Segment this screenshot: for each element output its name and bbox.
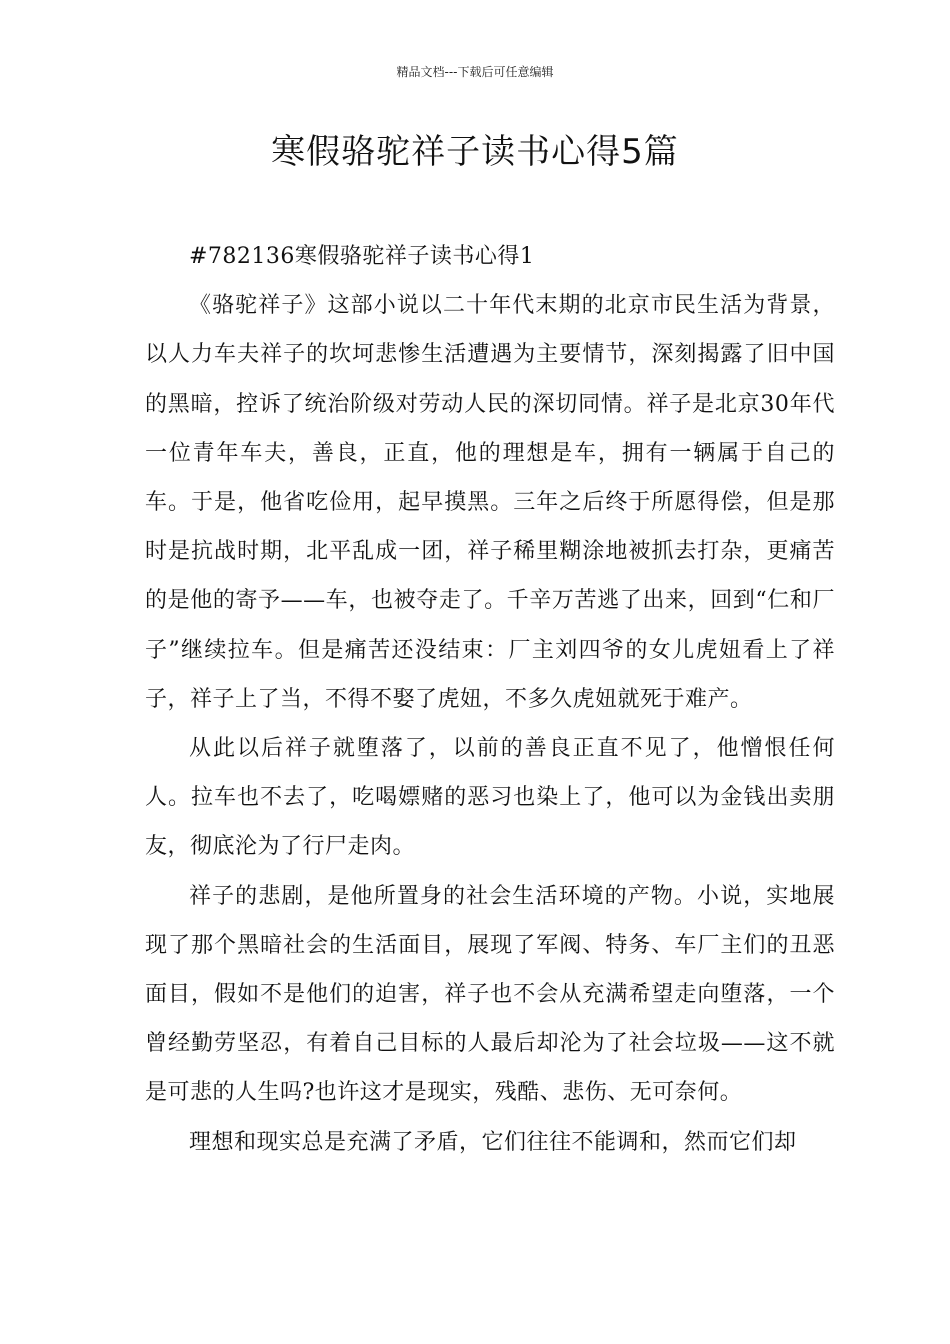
body-paragraph: 祥子的悲剧，是他所置身的社会生活环境的产物。小说，实地展现了那个黑暗社会的生活面目，展现了军阀、特务、车厂主们的丑恶面目，假如不是他们的迫害，祥子也不会从充满希望走向堕落，一个曾经勤劳坚忍，有着自己目标的人最后却沦为了社会垃圾——这不就是可悲的人生吗?也许这才是现实，残酷、悲伤、无可奈何。 (145, 883, 835, 1106)
document-body (145, 232, 835, 1167)
body-paragraph: 《骆驼祥子》这部小说以二十年代末期的北京市民生活为背景，以人力车夫祥子的坎坷悲惨生活遭遇为主要情节，深刻揭露了旧中国的黑暗，控诉了统治阶级对劳动人民的深切同情。祥子是北京30年代一位青年车夫，善良，正直，他的理想是车，拥有一辆属于自己的车。于是，他省吃俭用，起早摸黑。三年之后终于所愿得偿，但是那时是抗战时期，北平乱成一团，祥子稀里糊涂地被抓去打杂，更痛苦的是他的寄予——车，也被夺走了。千辛万苦逃了出来，回到“仁和厂子”继续拉车。但是痛苦还没结束：厂主刘四爷的女儿虎妞看上了祥子，祥子上了当，不得不娶了虎妞，不多久虎妞就死于难产。 (145, 293, 835, 712)
section-heading: #782136寒假骆驼祥子读书心得1 (189, 244, 535, 269)
header-note: 精品文档---下载后可任意编辑 (396, 65, 554, 79)
document-title: 寒假骆驼祥子读书心得5篇 (271, 132, 679, 172)
body-paragraph: 从此以后祥子就堕落了，以前的善良正直不见了，他憎恨任何人。拉车也不去了，吃喝嫖赌的恶习也染上了，他可以为金钱出卖朋友，彻底沦为了行尸走肉。 (145, 736, 835, 860)
body-paragraph: 理想和现实总是充满了矛盾，它们往往不能调和，然而它们却 (189, 1129, 797, 1155)
